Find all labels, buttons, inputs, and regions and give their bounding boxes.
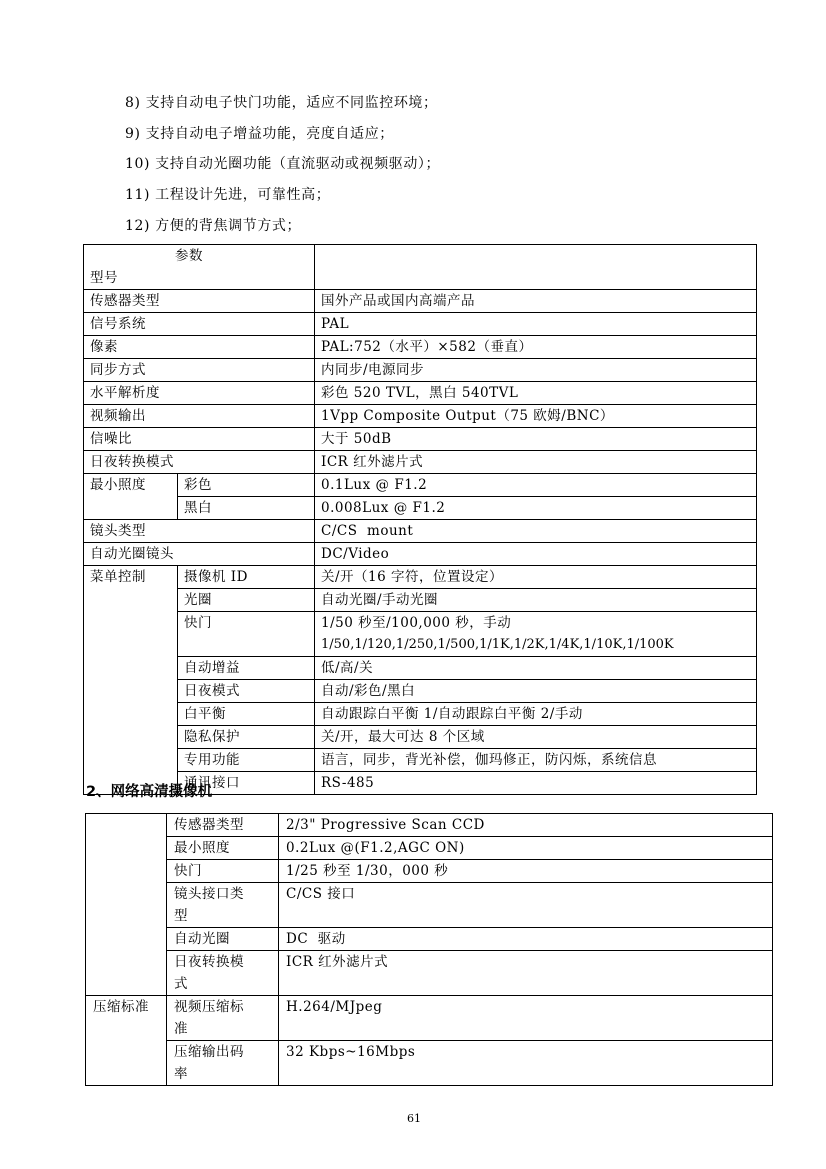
- feature-item-8: 8) 支持自动电子快门功能，适应不同监控环境；: [125, 95, 438, 111]
- feature-item-9: 9) 支持自动电子增益功能，亮度自适应；: [125, 126, 394, 142]
- row-value: 彩色 520 TVL，黑白 540TVL: [315, 382, 757, 405]
- table-row: [84, 290, 757, 313]
- feature-item-11: 11) 工程设计先进，可靠性高；: [125, 187, 331, 203]
- header-param-label: 参数: [175, 248, 203, 264]
- daynight-label-line2: 式: [174, 976, 188, 992]
- lens-label-line2: 型: [174, 908, 188, 924]
- table-row: [84, 474, 757, 497]
- row-value: C/CS 接口: [279, 883, 773, 928]
- sub-label: 传感器类型: [167, 814, 279, 837]
- row-value: DC/Video: [315, 543, 757, 566]
- row-value: 2/3" Progressive Scan CCD: [279, 814, 773, 837]
- sub-label: 快门: [167, 860, 279, 883]
- table-row: [84, 703, 757, 726]
- video-label-line1: 视频压缩标: [174, 999, 244, 1015]
- sub-label: 黑白: [178, 497, 315, 520]
- row-label: 传感器类型: [84, 290, 315, 313]
- sub-label: 隐私保护: [178, 726, 315, 749]
- row-value: 大于 50dB: [315, 428, 757, 451]
- row-label: 视频输出: [84, 405, 315, 428]
- group-label: 压缩标准: [86, 996, 167, 1086]
- shutter-value-line2: 1/50,1/120,1/250,1/500,1/1K,1/2K,1/4K,1/10K,1/100K: [321, 637, 674, 652]
- table-header-cell: [84, 245, 315, 290]
- table-row: [84, 359, 757, 382]
- row-value: 低/高/关: [315, 657, 757, 680]
- table-row: [84, 680, 757, 703]
- row-label: 日夜转换模式: [84, 451, 315, 474]
- table-row: [84, 749, 757, 772]
- row-value: C/CS mount: [315, 520, 757, 543]
- row-value: H.264/MJpeg: [279, 996, 773, 1041]
- sub-label: 最小照度: [167, 837, 279, 860]
- video-label-line2: 准: [174, 1021, 188, 1037]
- row-value: 内同步/电源同步: [315, 359, 757, 382]
- row-value: [315, 612, 757, 657]
- row-value: 0.008Lux @ F1.2: [315, 497, 757, 520]
- table-row: [84, 520, 757, 543]
- table-row: [86, 860, 773, 883]
- table-row: [84, 382, 757, 405]
- sub-label: [167, 883, 279, 928]
- row-label: 镜头类型: [84, 520, 315, 543]
- table-row: [84, 405, 757, 428]
- table-row: [84, 497, 757, 520]
- sub-label: 自动增益: [178, 657, 315, 680]
- table-row: [84, 612, 757, 657]
- row-value: RS-485: [315, 772, 757, 795]
- table-row: [86, 883, 773, 928]
- bitrate-label-line1: 压缩输出码: [174, 1044, 244, 1060]
- camera-spec-table: [83, 244, 757, 795]
- sub-label: 摄像机 ID: [178, 566, 315, 589]
- row-label: 信噪比: [84, 428, 315, 451]
- table-row: [84, 428, 757, 451]
- row-value: 关/开，最大可达 8 个区域: [315, 726, 757, 749]
- feature-item-12: 12) 方便的背焦调节方式；: [125, 218, 302, 234]
- page-number: 61: [407, 1112, 421, 1125]
- table-row: [86, 951, 773, 996]
- table-row: [84, 566, 757, 589]
- header-model-label: 型号: [90, 270, 118, 286]
- row-value: ICR 红外滤片式: [279, 951, 773, 996]
- row-label: 同步方式: [84, 359, 315, 382]
- row-value: 语言，同步，背光补偿，伽玛修正，防闪烁，系统信息: [315, 749, 757, 772]
- table-row: [84, 589, 757, 612]
- row-value: 自动/彩色/黑白: [315, 680, 757, 703]
- row-value: PAL: [315, 313, 757, 336]
- table-row: [86, 996, 773, 1041]
- row-value: PAL:752（水平）×582（垂直）: [315, 336, 757, 359]
- table-row: [86, 1041, 773, 1086]
- row-value: 1/25 秒至 1/30，000 秒: [279, 860, 773, 883]
- lens-label-line1: 镜头接口类: [174, 886, 244, 902]
- sub-label: 彩色: [178, 474, 315, 497]
- row-label: 信号系统: [84, 313, 315, 336]
- row-label: 最小照度: [84, 474, 178, 520]
- sub-label: 专用功能: [178, 749, 315, 772]
- sub-label: 通讯接口: [178, 772, 315, 795]
- row-value: 关/开（16 字符，位置设定）: [315, 566, 757, 589]
- row-label: 水平解析度: [84, 382, 315, 405]
- table-row: [86, 814, 773, 837]
- table-row: [84, 657, 757, 680]
- sub-label: [167, 1041, 279, 1086]
- row-label: 像素: [84, 336, 315, 359]
- table-row: [84, 313, 757, 336]
- network-camera-spec-table: [85, 813, 773, 1086]
- row-value: 自动跟踪白平衡 1/自动跟踪白平衡 2/手动: [315, 703, 757, 726]
- sub-label: 白平衡: [178, 703, 315, 726]
- row-value: 自动光圈/手动光圈: [315, 589, 757, 612]
- table-row: [86, 928, 773, 951]
- sub-label: 快门: [178, 612, 315, 657]
- group-label-empty: [86, 814, 167, 996]
- row-value: 国外产品或国内高端产品: [315, 290, 757, 313]
- bitrate-label-line2: 率: [174, 1066, 188, 1082]
- row-label: 菜单控制: [84, 566, 178, 795]
- section-heading: 2、网络高清摄像机: [86, 784, 213, 800]
- table-row: [84, 451, 757, 474]
- table-row: [86, 837, 773, 860]
- sub-label: 光圈: [178, 589, 315, 612]
- feature-item-10: 10) 支持自动光圈功能（直流驱动或视频驱动）；: [125, 156, 441, 172]
- sub-label: 日夜模式: [178, 680, 315, 703]
- daynight-label-line1: 日夜转换模: [174, 954, 244, 970]
- row-value: ICR 红外滤片式: [315, 451, 757, 474]
- row-value: 1Vpp Composite Output（75 欧姆/BNC）: [315, 405, 757, 428]
- table-row: [84, 543, 757, 566]
- sub-label: [167, 996, 279, 1041]
- row-value: 32 Kbps~16Mbps: [279, 1041, 773, 1086]
- row-value: DC 驱动: [279, 928, 773, 951]
- row-value: 0.1Lux @ F1.2: [315, 474, 757, 497]
- row-label: 自动光圈镜头: [84, 543, 315, 566]
- sub-label: 自动光圈: [167, 928, 279, 951]
- row-value: 0.2Lux @(F1.2,AGC ON): [279, 837, 773, 860]
- table-row: [84, 726, 757, 749]
- shutter-value-line1: 1/50 秒至/100,000 秒，手动: [321, 615, 512, 631]
- table-row: [84, 336, 757, 359]
- sub-label: [167, 951, 279, 996]
- table-header-empty: [315, 245, 757, 290]
